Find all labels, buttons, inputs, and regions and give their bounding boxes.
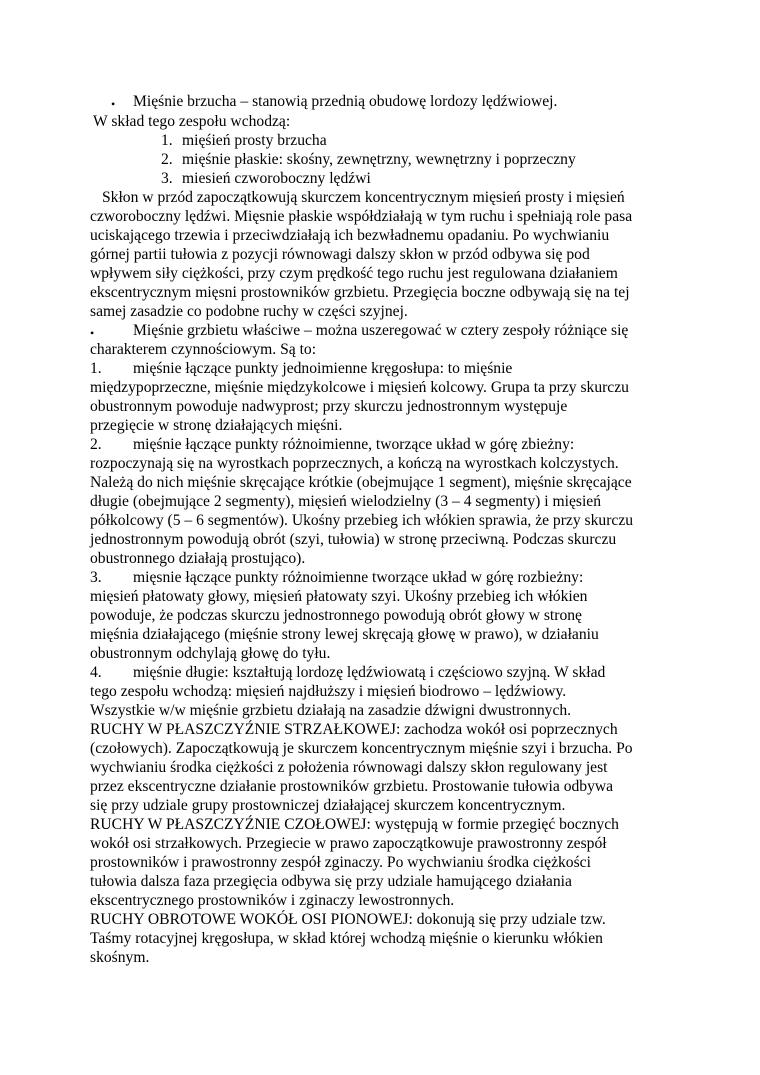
text-line: charakterem czynnościowym. Są to: [90,341,317,358]
text-line: uciskającego trzewia i przeciwdziałają ich bezwładnemu opadaniu. Po wychwianiu [90,227,610,244]
text-line: czworoboczny lędźwi. Mięsnie płaskie współdziałają w tym ruchu i spełniają role pasa [90,208,633,225]
bullet-abdominal-muscles: Mięśnie brzucha – stanowią przednią obudowę lordozy lędźwiowej. [133,93,558,110]
group-number: 2. [90,436,102,453]
list-item: miesień czworoboczny lędźwi [182,170,371,187]
text-line: tego zespołu wchodzą: mięsień najdłuższy i mięsień biodrowo – lędźwiowy. [90,683,567,700]
text-line: wokół osi strzałkowych. Przegiecie w prawo zapoczątkowuje prawostronny zespół [90,835,607,852]
group-number: 1. [90,360,102,377]
list-item-number: 3. [161,170,173,187]
text-line: przez ekscentryczne działanie prostowników grzbietu. Prostowanie tułowia odbywa [90,778,614,795]
text-line: półkolcowy (5 – 6 segmentów). Ukośny przebieg ich włókien sprawia, że przy skurczu [90,512,634,529]
text-line: ekscentrycznym mięsni prostowników grzbietu. Przegięcia boczne odbywają się na tej [90,284,630,301]
text-line: skośnym. [90,949,150,966]
text-line: RUCHY OBROTOWE WOKÓŁ OSI PIONOWEJ: dokonują się przy udziale tzw. [90,911,606,928]
text-line: mięśnie długie: kształtują lordozę lędźwiowatą i częściowo szyjną. W skład [133,664,606,681]
text-line: przegięcie w stronę działających mięśni. [90,417,343,434]
bullet-back-muscles: Mięśnie grzbietu właściwe – można uszeregować w cztery zespoły różniące się [133,322,629,339]
text-line: się przy udziale grupy prostowniczej działającej skurczem koncentrycznym. [90,797,566,814]
text-line: powoduje, że podczas skurczu jednostronnego powodują obrót głowy w stronę [90,607,582,624]
text-line: ekscentrycznego prostowników i zginaczy lewostronnych. [90,892,455,909]
text-line: międzypoprzeczne, mięśnie międzykolcowe i mięsień kolcowy. Grupa ta przy skurczu [90,379,629,396]
text-line: mięsień płatowaty głowy, mięsień płatowaty szyi. Ukośny przebieg ich włókien [90,588,588,605]
text-line: górnej partii tułowia z pozycji równowagi dalszy skłon w przód odbywa się pod [90,246,590,263]
list-item-number: 1. [161,132,173,149]
group-number: 3. [90,569,102,586]
text-line: obustronnym odchylają głowę do tyłu. [90,645,331,662]
text-line: Skłon w przód zapoczątkowują skurczem koncentrycznym mięsień prosty i mięsień [102,189,625,206]
text-line: mięśnia działającego (mięśnie strony lewej skręcają głowę w prawo), w działaniu [90,626,599,643]
text-line: Taśmy rotacyjnej kręgosłupa, w skład której wchodzą mięśnie o kierunku włókien [90,930,603,947]
list-item: mięśnie płaskie: skośny, zewnętrzny, wewnętrzny i poprzeczny [182,151,576,168]
text-line: tułowia dalsza faza przegięcia odbywa się przy udziale hamującego działania [90,873,572,890]
text-line: mięsnie łączące punkty różnoimienne tworzące układ w górę rozbieżny: [133,569,584,586]
text-line: wpływem siły ciężkości, przy czym prędkość tego ruchu jest regulowana działaniem [90,265,618,282]
text-line: samej zasadzie co podobne ruchy w części szyjnej. [90,303,408,320]
text-line: RUCHY W PŁASZCZYŹNIE STRZAŁKOWEJ: zachodza wokół osi poprzecznych [90,721,618,738]
group-number: 4. [90,664,102,681]
list-item-number: 2. [161,151,173,168]
bullet-marker: • [90,326,95,340]
text-line: długie (obejmujące 2 segmenty), mięsień wielodzielny (3 – 4 segmenty) i mięsień [90,493,601,510]
text-line: rozpoczynają się na wyrostkach poprzecznych, a kończą na wyrostkach kolczystych. [90,455,619,472]
intro-line: W skład tego zespołu wchodzą: [93,113,291,130]
text-line: Wszystkie w/w mięśnie grzbietu działają na zasadzie dźwigni dwustronnych. [90,702,572,719]
list-item: mięśień prosty brzucha [182,132,327,149]
text-line: jednostronnym powodują obrót (szyi, tułowia) w stronę przeciwną. Podczas skurczu [90,531,617,548]
text-line: mięśnie łączące punkty jednoimienne kręgosłupa: to mięśnie [133,360,513,377]
text-line: RUCHY W PŁASZCZYŹNIE CZOŁOWEJ: występują w formie przegięć bocznych [90,816,619,833]
text-line: wychwianiu środka ciężkości z położenia równowagi dalszy skłon regulowany jest [90,759,608,776]
text-line: Należą do nich mięśnie skręcające krótkie (obejmujące 1 segment), mięśnie skręcające [90,474,632,491]
bullet-marker: • [111,97,116,111]
text-line: mięśnie łączące punkty różnoimienne, tworzące układ w górę zbieżny: [133,436,575,453]
text-line: obustronnego działają prostująco). [90,550,306,567]
text-line: prostowników i prawostronny zespół zginaczy. Po wychwianiu środka ciężkości [90,854,591,871]
text-line: (czołowych). Zapoczątkowują je skurczem koncentrycznym mięśnie szyi i brzucha. Po [90,740,633,757]
text-line: obustronnym powoduje nadwyprost; przy skurczu jednostronnym występuje [90,398,568,415]
